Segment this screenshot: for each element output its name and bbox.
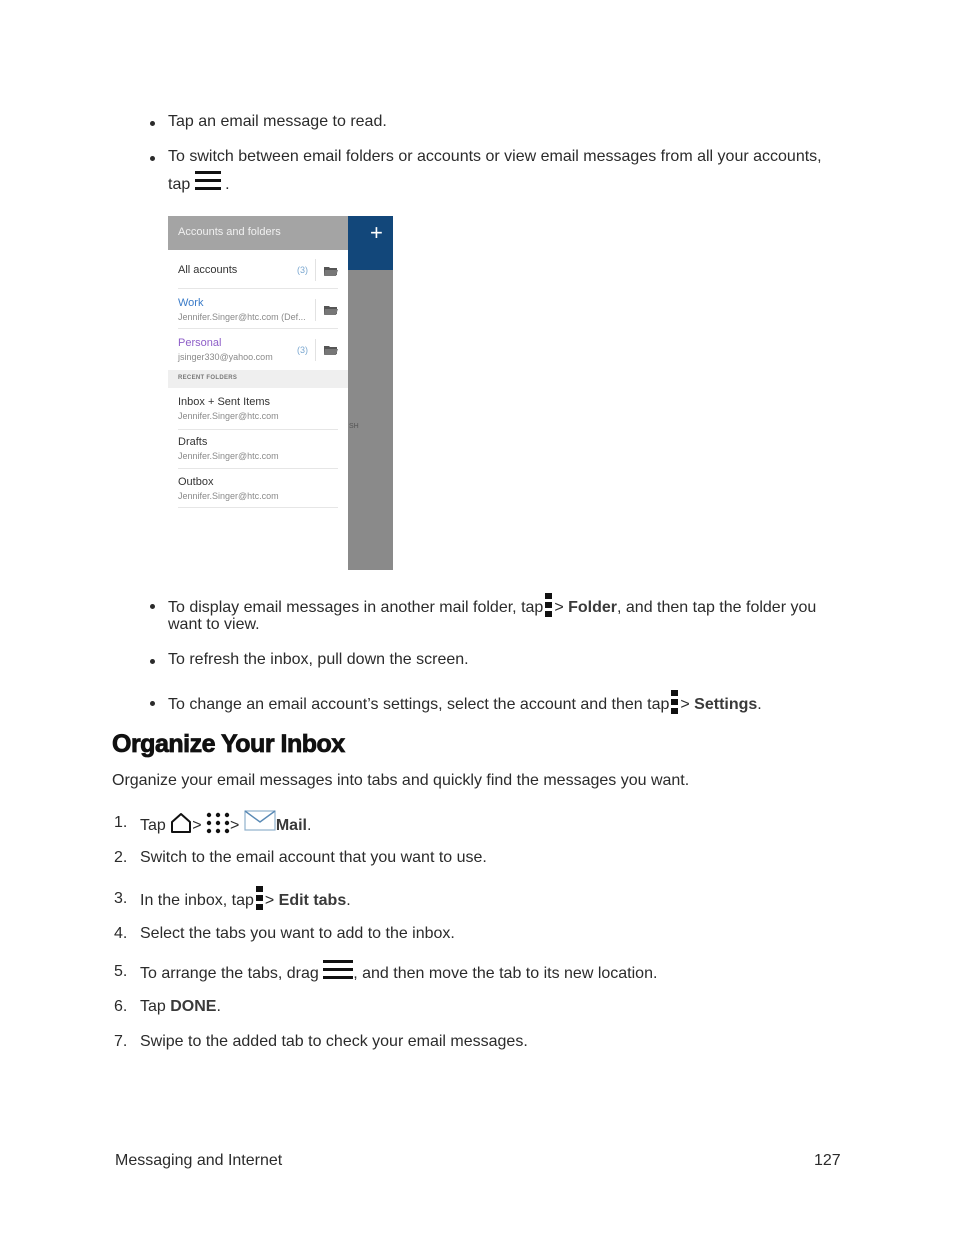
bullet-text: To refresh the inbox, pull down the screen. bbox=[168, 651, 469, 668]
divider bbox=[178, 507, 338, 508]
text-span: > bbox=[192, 817, 202, 834]
more-options-icon bbox=[256, 886, 263, 910]
drag-handle-icon bbox=[323, 960, 353, 982]
accounts-folders-screenshot bbox=[168, 216, 393, 570]
step-text: Select the tabs you want to add to the inbox. bbox=[140, 925, 455, 942]
account-subtitle: jsinger330@yahoo.com bbox=[178, 352, 273, 362]
step-text: Swipe to the added tab to check your email messages. bbox=[140, 1033, 528, 1050]
folder-icon[interactable] bbox=[324, 266, 338, 276]
apps-icon bbox=[206, 812, 230, 834]
bullet-dot bbox=[150, 604, 155, 609]
divider bbox=[315, 259, 316, 281]
divider bbox=[178, 288, 338, 289]
account-title[interactable]: Work bbox=[178, 297, 204, 309]
text-span: Tap bbox=[140, 817, 166, 834]
step-text bbox=[140, 886, 351, 911]
bold-term: Mail bbox=[275, 817, 307, 834]
page-number: 127 bbox=[814, 1152, 841, 1169]
drawer-title: Accounts and folders bbox=[178, 226, 281, 238]
step-number: 1. bbox=[114, 814, 128, 831]
divider bbox=[178, 429, 338, 430]
footer-section: Messaging and Internet bbox=[115, 1152, 283, 1169]
folder-icon[interactable] bbox=[324, 305, 338, 315]
step-text: Switch to the email account that you want to use. bbox=[140, 849, 487, 866]
mail-icon bbox=[244, 810, 276, 832]
section-heading: Organize Your Inbox bbox=[112, 730, 345, 758]
bullet-text-line2: want to view. bbox=[168, 616, 260, 633]
recent-folders-label: RECENT FOLDERS bbox=[178, 375, 238, 381]
partial-text: SH bbox=[349, 423, 359, 430]
folder-subtitle: Jennifer.Singer@htc.com bbox=[178, 411, 279, 421]
folder-subtitle: Jennifer.Singer@htc.com bbox=[178, 491, 279, 501]
text-span: , and then move the tab to its new location. bbox=[353, 965, 658, 982]
bold-term: Edit tabs bbox=[278, 892, 347, 909]
step-number: 4. bbox=[114, 925, 128, 942]
step-text bbox=[140, 997, 221, 1017]
text-span: , and then tap the folder you bbox=[617, 599, 817, 616]
recent-folders-header bbox=[168, 370, 348, 388]
text-span: > bbox=[554, 599, 569, 616]
text-span: tap bbox=[168, 176, 191, 193]
text-span: > bbox=[680, 696, 695, 713]
text-span: . bbox=[225, 176, 230, 193]
bullet-dot bbox=[150, 701, 155, 706]
bold-term: DONE bbox=[170, 998, 217, 1015]
step-text bbox=[140, 810, 311, 836]
step-text bbox=[140, 960, 657, 984]
drawer-panel bbox=[168, 216, 348, 570]
plus-icon: + bbox=[370, 220, 383, 245]
text-span: . bbox=[216, 998, 221, 1015]
divider bbox=[315, 299, 316, 321]
divider bbox=[178, 328, 338, 329]
text-span: To arrange the tabs, drag bbox=[140, 965, 319, 982]
folder-title[interactable]: Inbox + Sent Items bbox=[178, 396, 271, 408]
bold-term: Folder bbox=[568, 599, 617, 616]
bullet-text bbox=[168, 690, 762, 715]
account-title[interactable]: All accounts bbox=[178, 264, 238, 276]
folder-title[interactable]: Drafts bbox=[178, 436, 208, 448]
account-subtitle: Jennifer.Singer@htc.com (Def... bbox=[178, 312, 306, 322]
more-options-icon bbox=[545, 593, 552, 617]
text-span: To change an email account’s settings, select the account and then tap bbox=[168, 696, 670, 713]
step-number: 6. bbox=[114, 998, 128, 1015]
home-icon bbox=[170, 812, 192, 834]
bullet-dot bbox=[150, 121, 155, 126]
text-span: To display email messages in another mail folder, tap bbox=[168, 599, 544, 616]
bold-term: Settings bbox=[694, 696, 758, 713]
text-span: . bbox=[346, 892, 351, 909]
bullet-dot bbox=[150, 156, 155, 161]
divider bbox=[315, 339, 316, 361]
bullet-text-line2 bbox=[168, 171, 230, 195]
folder-title[interactable]: Outbox bbox=[178, 476, 214, 488]
folder-icon[interactable] bbox=[324, 345, 338, 355]
more-options-icon bbox=[671, 690, 678, 714]
text-span: > bbox=[230, 817, 240, 834]
account-title[interactable]: Personal bbox=[178, 337, 222, 349]
bullet-text: To switch between email folders or accounts or view email messages from all your accounts, bbox=[168, 148, 822, 165]
unread-count: (3) bbox=[297, 345, 308, 355]
menu-icon bbox=[195, 171, 221, 193]
step-number: 3. bbox=[114, 890, 128, 907]
step-number: 5. bbox=[114, 963, 128, 980]
divider bbox=[178, 468, 338, 469]
bullet-text bbox=[168, 593, 816, 618]
text-span: Tap bbox=[140, 998, 171, 1015]
unread-count: (3) bbox=[297, 265, 308, 275]
bullet-dot bbox=[150, 659, 155, 664]
folder-subtitle: Jennifer.Singer@htc.com bbox=[178, 451, 279, 461]
text-span: > bbox=[264, 892, 279, 909]
text-span: . bbox=[757, 696, 762, 713]
text-span: In the inbox, tap bbox=[140, 892, 254, 909]
section-intro: Organize your email messages into tabs and quickly find the messages you want. bbox=[112, 772, 690, 789]
drawer-header bbox=[168, 216, 348, 250]
step-number: 7. bbox=[114, 1033, 128, 1050]
step-number: 2. bbox=[114, 849, 128, 866]
bullet-text: Tap an email message to read. bbox=[168, 113, 387, 130]
text-span: . bbox=[306, 817, 312, 834]
